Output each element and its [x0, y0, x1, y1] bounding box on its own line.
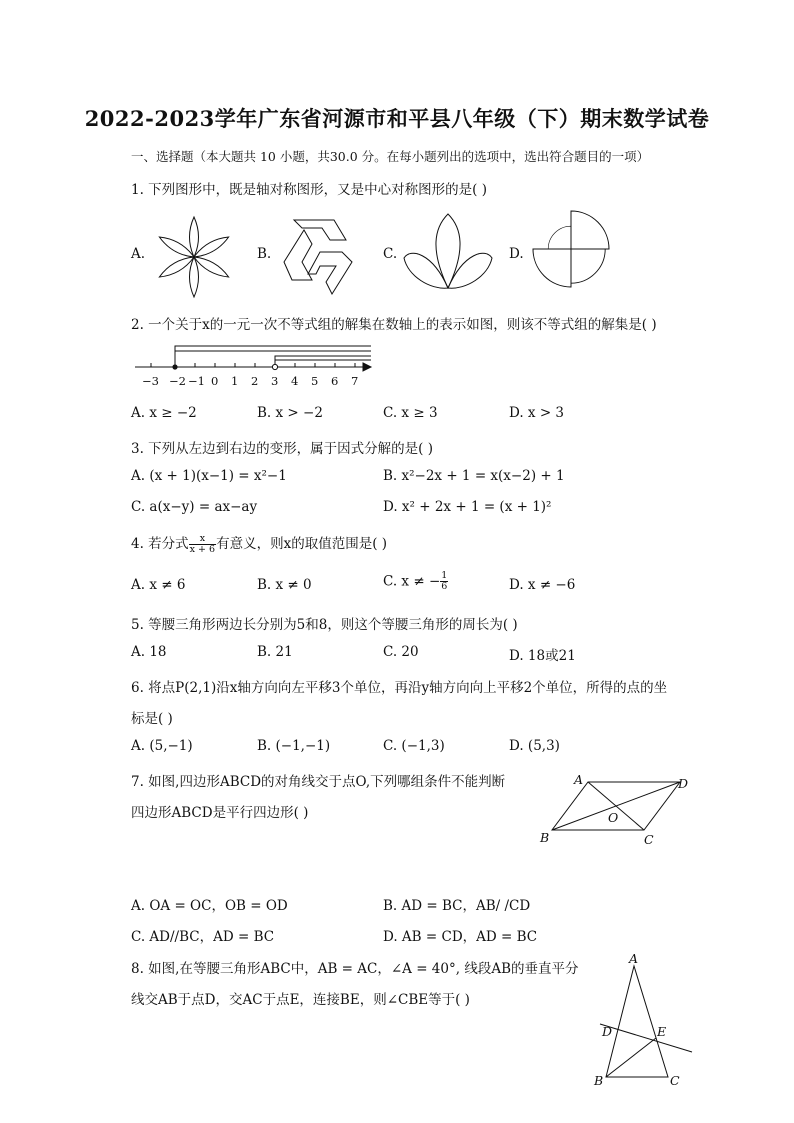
- q4-option-c-numerator: 1: [441, 570, 448, 581]
- q3-option-b: B. x²−2x + 1 = x(x−2) + 1: [383, 468, 565, 484]
- question-1-stem: 1. 下列图形中，既是轴对称图形，又是中心对称图形的是( ): [131, 182, 487, 198]
- q4-option-d: D. x ≠ −6: [509, 577, 576, 593]
- q4-stem-suffix: 有意义，则x的取值范围是( ): [216, 536, 388, 552]
- q6-option-a: A. (5,−1): [131, 738, 193, 754]
- numberline-label: 3: [271, 374, 279, 388]
- q2-option-d: D. x > 3: [509, 405, 565, 421]
- q4-stem-prefix: 4. 若分式: [131, 536, 189, 552]
- q7-label-a: A: [574, 772, 584, 787]
- q5-option-a: A. 18: [131, 644, 167, 660]
- question-8-stem-line2: 线交AB于点D，交AC于点E，连接BE，则∠CBE等于( ): [131, 992, 470, 1008]
- q5-option-c: C. 20: [383, 644, 419, 660]
- q1-flower-figure: [150, 213, 238, 301]
- page-title: 2022-2023学年广东省河源市和平县八年级（下）期末数学试卷: [84, 106, 710, 131]
- q8-label-c: C: [670, 1073, 680, 1088]
- q7-option-a: A. OA = OC，OB = OD: [131, 898, 288, 914]
- q1-recycle-figure: [276, 212, 362, 294]
- q2-option-c: C. x ≥ 3: [383, 405, 438, 421]
- q3-option-a: A. (x + 1)(x−1) = x²−1: [131, 468, 287, 484]
- q4-option-c-fraction: [440, 571, 448, 592]
- q7-label-o: O: [608, 810, 619, 825]
- section-heading: 一、选择题（本大题共 10 小题，共30.0 分。在每小题列出的选项中，选出符合题目的一项）: [131, 149, 650, 164]
- numberline-label: −1: [188, 374, 205, 388]
- question-7-stem-line2: 四边形ABCD是平行四边形( ): [131, 805, 309, 821]
- question-7-stem-line1: 7. 如图,四边形ABCD的对角线交于点O,下列哪组条件不能判断: [131, 774, 506, 790]
- q8-label-d: D: [602, 1024, 613, 1039]
- q3-option-c: C. a(x−y) = ax−ay: [131, 499, 258, 515]
- q7-option-b: B. AD = BC，AB/ /CD: [383, 898, 531, 914]
- q7-label-c: C: [644, 832, 654, 847]
- question-2-stem: 2. 一个关于x的一元一次不等式组的解集在数轴上的表示如图，则该不等式组的解集是( ): [131, 317, 657, 333]
- q8-label-b: B: [594, 1073, 604, 1088]
- q6-option-c: C. (−1,3): [383, 738, 445, 754]
- numberline-label: 0: [211, 374, 219, 388]
- question-6-stem-line2: 标是( ): [131, 711, 173, 727]
- q8-triangle-figure: [588, 952, 698, 1092]
- q7-option-d: D. AB = CD，AD = BC: [383, 929, 538, 945]
- q6-option-d: D. (5,3): [509, 738, 560, 754]
- q3-option-d: D. x² + 2x + 1 = (x + 1)²: [383, 499, 552, 515]
- q2-number-line: [131, 340, 381, 390]
- q4-option-c: [383, 571, 448, 592]
- numberline-label: 2: [251, 374, 259, 388]
- numberline-label: −2: [169, 374, 186, 388]
- question-5-stem: 5. 等腰三角形两边长分别为5和8，则这个等腰三角形的周长为( ): [131, 617, 518, 633]
- q4-option-c-text: C. x ≠ −: [383, 573, 441, 590]
- q4-fraction-denominator: x + 6: [189, 544, 216, 555]
- numberline-label: 4: [291, 374, 299, 388]
- q8-label-a: A: [629, 951, 639, 966]
- q7-label-d: D: [678, 776, 689, 791]
- q4-fraction-numerator: x: [189, 534, 216, 545]
- q4-fraction: [189, 534, 216, 555]
- q1-option-d-label: D.: [509, 246, 524, 262]
- q7-parallelogram-figure: [536, 770, 696, 850]
- numberline-label: 6: [331, 374, 339, 388]
- q7-option-c: C. AD//BC，AD = BC: [131, 929, 275, 945]
- q5-option-d: D. 18或21: [509, 648, 576, 664]
- question-3-stem: 3. 下列从左边到右边的变形，属于因式分解的是( ): [131, 441, 433, 457]
- q1-lotus-figure: [402, 210, 494, 292]
- q1-option-a-label: A.: [131, 246, 146, 262]
- q2-option-a: A. x ≥ −2: [131, 405, 197, 421]
- question-6-stem-line1: 6. 将点P(2,1)沿x轴方向向左平移3个单位，再沿y轴方向向上平移2个单位，所得的点的坐: [131, 680, 668, 696]
- numberline-label: 1: [231, 374, 239, 388]
- q2-option-b: B. x > −2: [257, 405, 323, 421]
- q5-option-b: B. 21: [257, 644, 293, 660]
- question-4-stem: [131, 532, 387, 555]
- q4-option-c-denominator: 6: [441, 581, 448, 592]
- question-8-stem-line1: 8. 如图,在等腰三角形ABC中，AB = AC，∠A = 40°, 线段AB的垂直平分: [131, 961, 579, 977]
- q1-option-b-label: B.: [257, 246, 272, 262]
- q6-option-b: B. (−1,−1): [257, 738, 331, 754]
- q1-pinwheel-figure: [528, 206, 614, 292]
- q4-option-a: A. x ≠ 6: [131, 577, 186, 593]
- q4-option-b: B. x ≠ 0: [257, 577, 312, 593]
- numberline-label: 7: [351, 374, 359, 388]
- q8-label-e: E: [657, 1024, 667, 1039]
- q7-label-b: B: [540, 830, 550, 845]
- numberline-label: −3: [142, 374, 159, 388]
- numberline-label: 5: [311, 374, 319, 388]
- q1-option-c-label: C.: [383, 246, 398, 262]
